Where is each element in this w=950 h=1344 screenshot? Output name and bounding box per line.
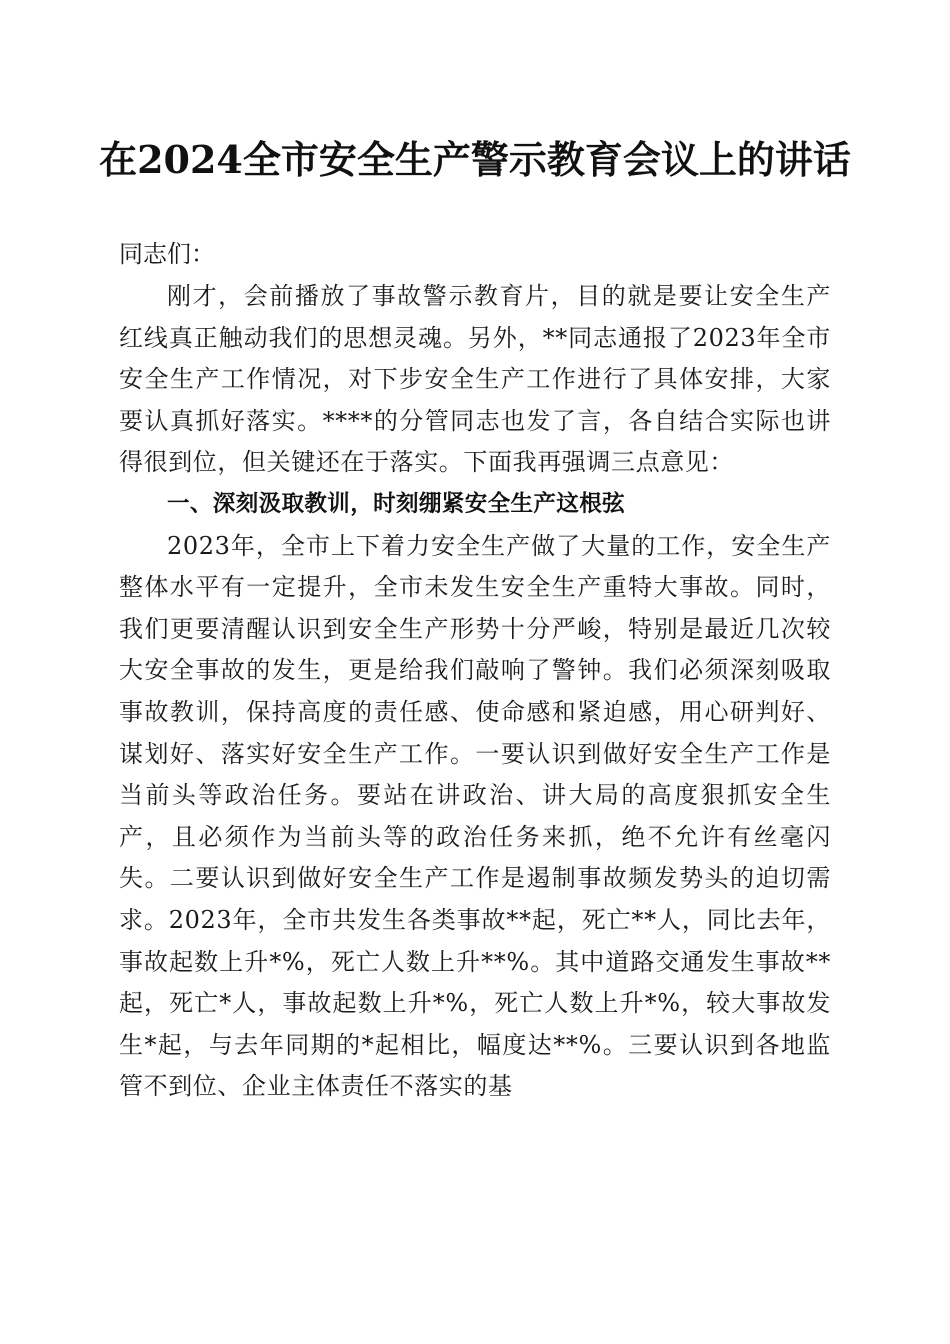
section-paragraph: 2023年，全市上下着力安全生产做了大量的工作，安全生产整体水平有一定提升，全市未发生安全生产重特大事故。同时，我们更要清醒认识到安全生产形势十分严峻，特别是最近几次较大安全事故的发生，更是给我们敲响了警钟。我们必须深刻吸取事故教训，保持高度的责任感、使命感和紧迫感，用心研判好、谋划好、落实好安全生产工作。一要认识到做好安全生产工作是当前头等政治任务。要站在讲政治、讲大局的高度狠抓安全生产，且必须作为当前头等的政治任务来抓，绝不允许有丝毫闪失。二要认识到做好安全生产工作是遏制事故频发势头的迫切需求。2023年，全市共发生各类事故**起，死亡**人，同比去年，事故起数上升*%，死亡人数上升**%。其中道路交通发生事故**起，死亡*人，事故起数上升*%，死亡人数上升*%，较大事故发生*起，与去年同期的*起相比，幅度达**%。三要认识到各地监管不到位、企业主体责任不落实的基 xyxy=(119,531,831,1101)
document-title: 在2024全市安全生产警示教育会议上的讲话 xyxy=(99,137,851,182)
salutation: 同志们： xyxy=(119,240,215,268)
document-body xyxy=(119,276,831,1108)
section-heading: 一、深刻汲取教训，时刻绷紧安全生产这根弦 xyxy=(167,490,626,517)
intro-paragraph: 刚才，会前播放了事故警示教育片，目的就是要让安全生产红线真正触动我们的思想灵魂。另外，**同志通报了2023年全市安全生产工作情况，对下步安全生产工作进行了具体安排，大家要认真抓好落实。****的分管同志也发了言，各自结合实际也讲得很到位，但关键还在于落实。下面我再强调三点意见： xyxy=(119,282,831,477)
